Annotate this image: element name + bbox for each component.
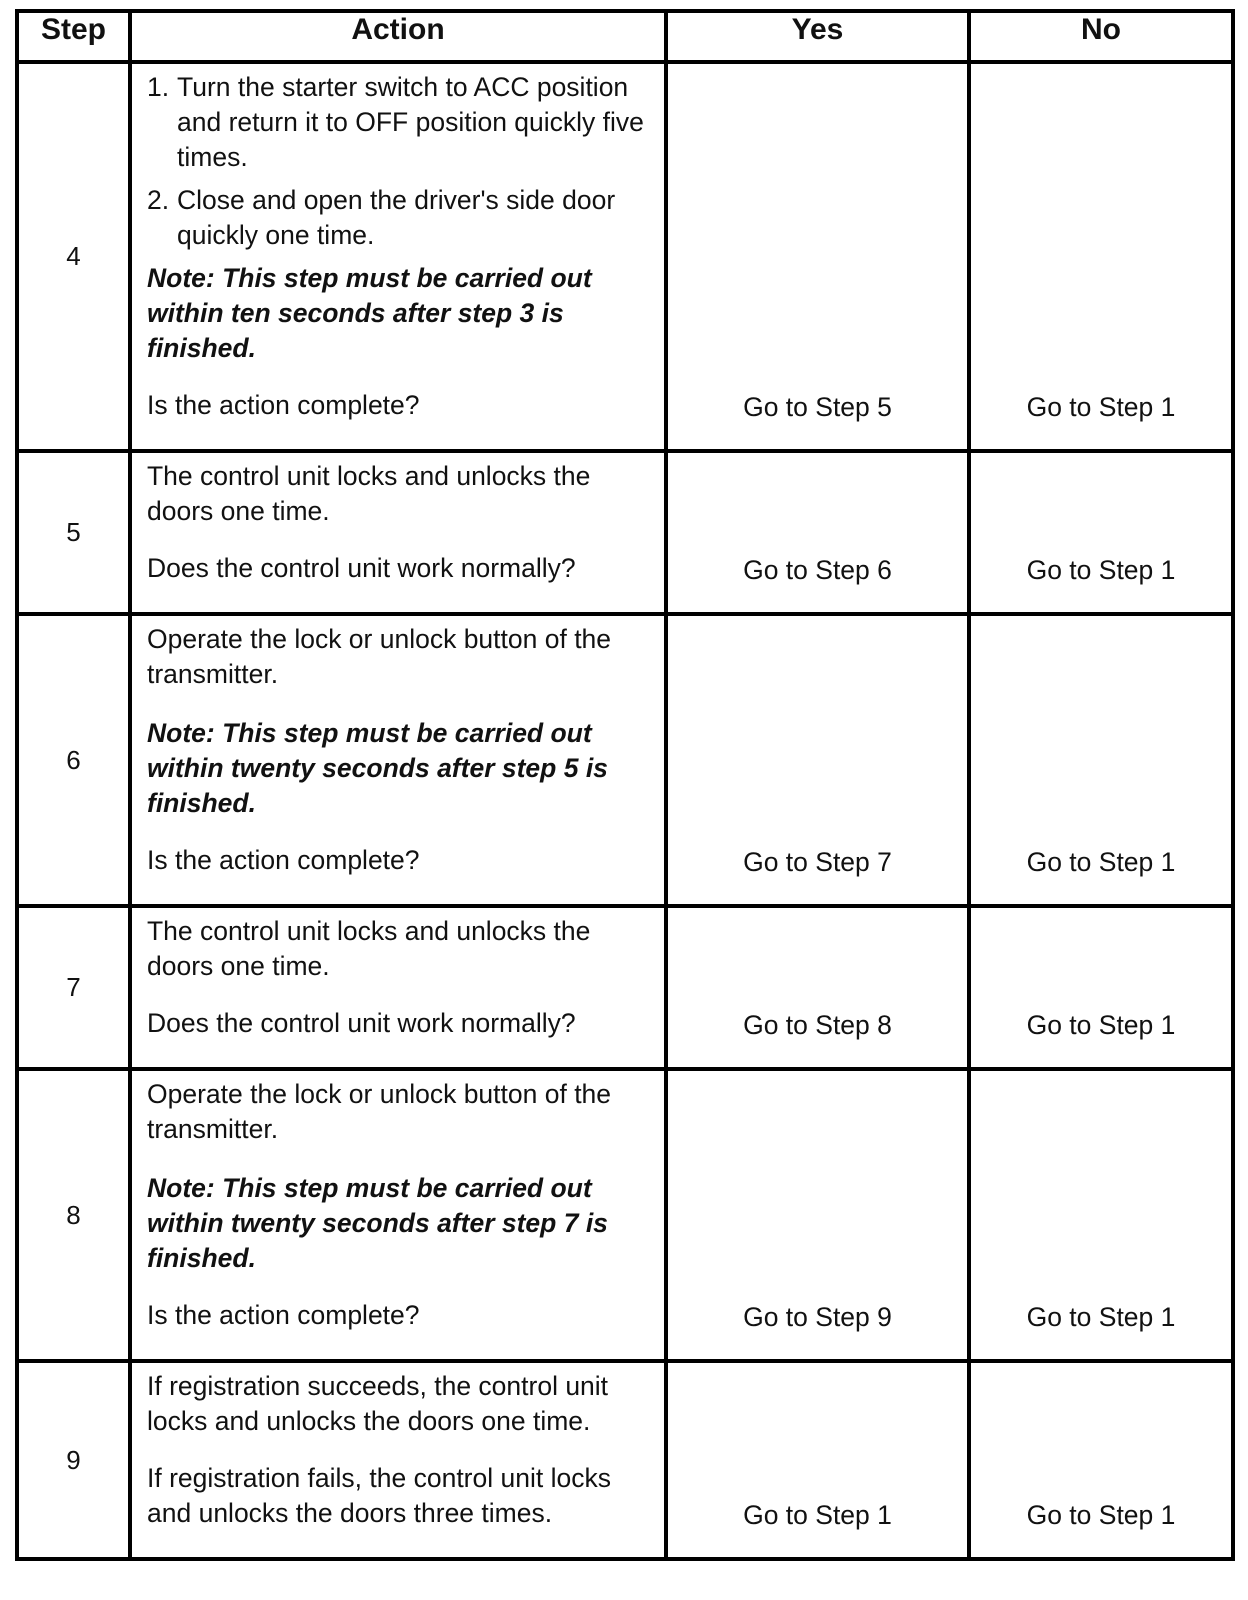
yes-outcome: Go to Step 5 [666, 62, 969, 451]
header-row [17, 11, 1233, 62]
no-outcome: Go to Step 1 [969, 906, 1233, 1069]
header-no: No [969, 11, 1233, 62]
table-row [17, 906, 1233, 1069]
no-outcome: Go to Step 1 [969, 614, 1233, 906]
action-cell [130, 451, 666, 614]
list-text: Close and open the driver's side door quickly one time. [177, 185, 616, 250]
question-text: Is the action complete? [147, 845, 420, 875]
action-text: Operate the lock or unlock button of the transmitter. [147, 1079, 612, 1144]
yes-outcome: Go to Step 1 [666, 1361, 969, 1559]
header-action: Action [130, 11, 666, 62]
question-text: If registration fails, the control unit locks and unlocks the doors three times. [147, 1463, 611, 1528]
list-number: 2. [147, 185, 170, 215]
table-row [17, 451, 1233, 614]
step-number: 5 [17, 451, 130, 614]
question-text: Does the control unit work normally? [147, 1008, 576, 1038]
header-step: Step [17, 11, 130, 62]
question-text: Is the action complete? [147, 390, 420, 420]
action-text: If registration succeeds, the control unit locks and unlocks the doors one time. [147, 1371, 609, 1436]
table-row [17, 1069, 1233, 1361]
note-text: Note: This step must be carried out within twenty seconds after step 5 is finished. [147, 718, 608, 818]
table-row [17, 614, 1233, 906]
note-text: Note: This step must be carried out within ten seconds after step 3 is finished. [147, 263, 592, 363]
no-outcome: Go to Step 1 [969, 1361, 1233, 1559]
no-outcome: Go to Step 1 [969, 451, 1233, 614]
table-row [17, 1361, 1233, 1559]
step-number: 7 [17, 906, 130, 1069]
action-text: The control unit locks and unlocks the doors one time. [147, 461, 591, 526]
no-outcome: Go to Step 1 [969, 1069, 1233, 1361]
yes-outcome: Go to Step 6 [666, 451, 969, 614]
list-number: 1. [147, 72, 170, 102]
question-text: Does the control unit work normally? [147, 553, 576, 583]
step-number: 8 [17, 1069, 130, 1361]
diagnostic-steps-table [15, 9, 1235, 1561]
step-number: 6 [17, 614, 130, 906]
step-number: 4 [17, 62, 130, 451]
yes-outcome: Go to Step 9 [666, 1069, 969, 1361]
yes-outcome: Go to Step 7 [666, 614, 969, 906]
step-number: 9 [17, 1361, 130, 1559]
action-cell [130, 62, 666, 451]
action-cell [130, 1069, 666, 1361]
question-text: Is the action complete? [147, 1300, 420, 1330]
header-yes: Yes [666, 11, 969, 62]
note-text: Note: This step must be carried out within twenty seconds after step 7 is finished. [147, 1173, 608, 1273]
action-cell [130, 1361, 666, 1559]
action-text: The control unit locks and unlocks the doors one time. [147, 916, 591, 981]
list-text: Turn the starter switch to ACC position and return it to OFF position quickly five times. [177, 72, 644, 172]
list-item [147, 70, 654, 175]
list-item [147, 183, 654, 253]
action-cell [130, 614, 666, 906]
yes-outcome: Go to Step 8 [666, 906, 969, 1069]
action-text: Operate the lock or unlock button of the transmitter. [147, 624, 612, 689]
table-row [17, 62, 1233, 451]
no-outcome: Go to Step 1 [969, 62, 1233, 451]
action-list [147, 70, 654, 253]
action-cell [130, 906, 666, 1069]
